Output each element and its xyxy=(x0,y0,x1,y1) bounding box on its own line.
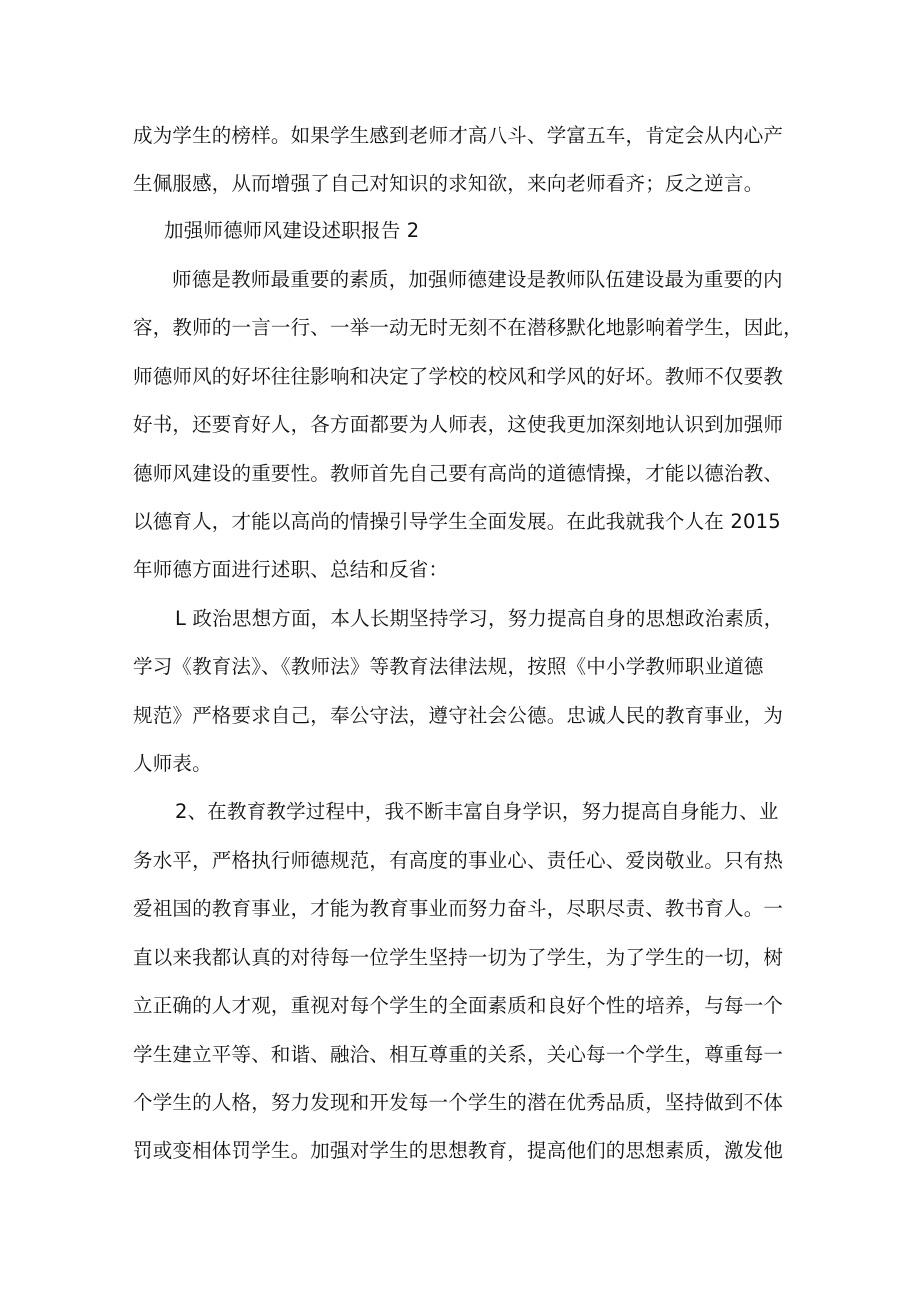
text-line: 爱祖国的教育事业，才能为教育事业而努力奋斗，尽职尽责、教书育人。一 xyxy=(133,897,784,920)
text-line: 容，教师的一言一行、一举一动无时无刻不在潜移默化地影响着学生，因此， xyxy=(133,316,803,339)
text-line: 师德是教师最重要的素质，加强师德建设是教师队伍建设最为重要的内 xyxy=(172,268,783,291)
text-line: 务水平，严格执行师德规范，有高度的事业心、责任心、爱岗敬业。只有热 xyxy=(133,849,784,872)
list-item-text: L 政治思想方面，本人长期坚持学习，努力提高自身的思想政治素质， xyxy=(175,607,784,630)
text-line: 人师表。 xyxy=(133,752,212,775)
text-line: 立正确的人才观，重视对每个学生的全面素质和良好个性的培养，与每一个 xyxy=(133,994,784,1017)
text-line: 生佩服感，从而增强了自己对知识的求知欲，来向老师看齐；反之逆言。 xyxy=(133,172,764,195)
text-line: 年师德方面进行述职、总结和反省： xyxy=(133,558,449,581)
text-line: 规范》严格要求自己，奉公守法，遵守社会公德。忠诚人民的教育事业，为 xyxy=(133,704,784,727)
text-line: 学生建立平等、和谐、融洽、相互尊重的关系，关心每一个学生，尊重每一 xyxy=(133,1043,784,1066)
text-line: 好书，还要育好人，各方面都要为人师表，这使我更加深刻地认识到加强师 xyxy=(133,413,784,436)
text-line: 成为学生的榜样。如果学生感到老师才高八斗、学富五车，肯定会从内心产 xyxy=(133,124,784,147)
list-item-text: 2、在教育教学过程中，我不断丰富自身学识，努力提高自身能力、业 xyxy=(175,800,779,823)
text-line: 直以来我都认真的对待每一位学生坚持一切为了学生，为了学生的一切，树 xyxy=(133,946,784,969)
text-line: 学习《教育法》、《教师法》等教育法律法规，按照《中小学教师职业道德 xyxy=(133,655,764,678)
text-line: 个学生的人格，努力发现和开发每一个学生的潜在优秀品质，坚持做到不体 xyxy=(133,1091,784,1114)
text-line: 罚或变相体罚学生。加强对学生的思想教育，提高他们的思想素质，激发他 xyxy=(133,1139,784,1162)
text-line: 德师风建设的重要性。教师首先自己要有高尚的道德情操，才能以德治教、 xyxy=(133,462,784,485)
section-heading: 加强师德师风建设述职报告 2 xyxy=(164,219,420,242)
text-line: 以德育人，才能以高尚的情操引导学生全面发展。在此我就我个人在 2015 xyxy=(133,510,781,533)
text-line: 师德师风的好坏往往影响和决定了学校的校风和学风的好坏。教师不仅要教 xyxy=(133,365,784,388)
